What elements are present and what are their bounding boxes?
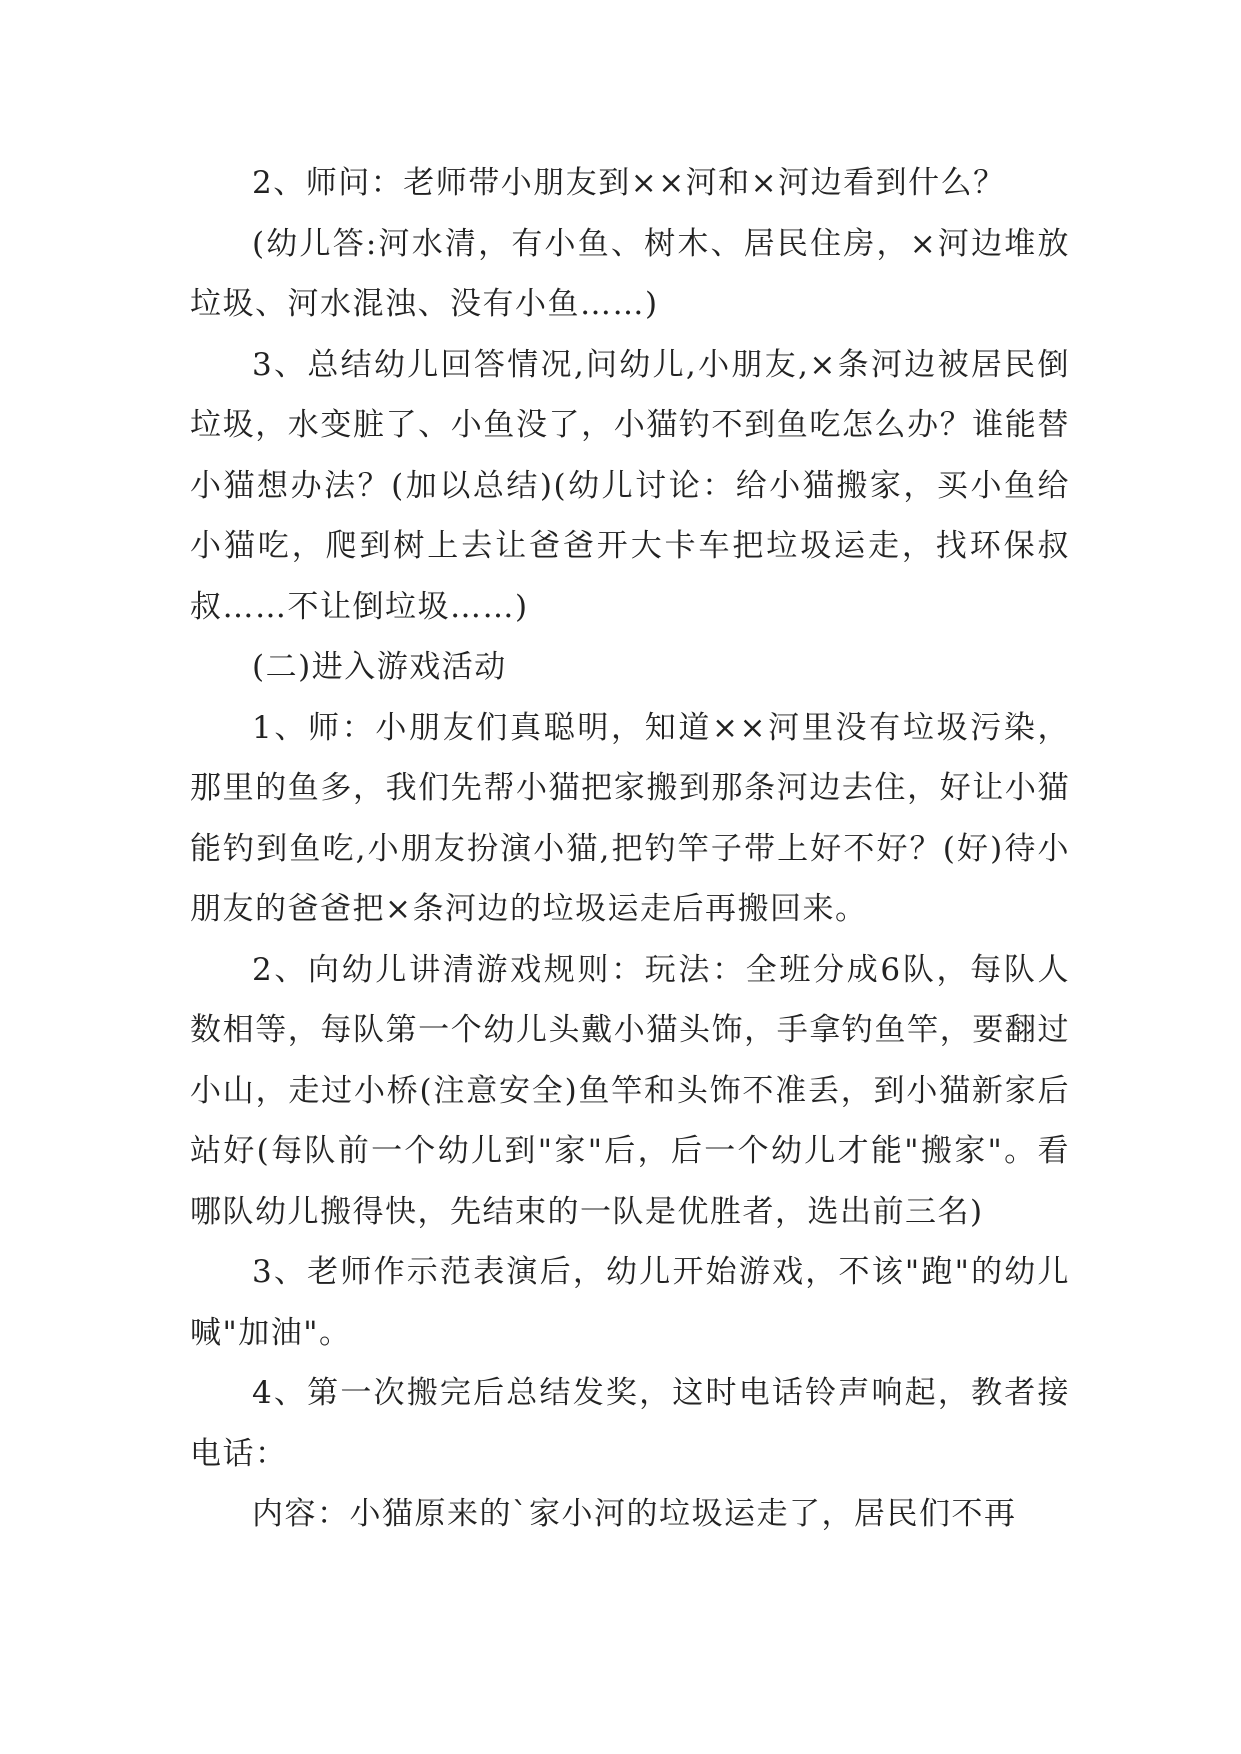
paragraph-phone-content: 内容：小猫原来的`家小河的垃圾运走了，居民们不再 — [252, 1496, 1017, 1532]
paragraph-teacher-praise: 1、师：小朋友们真聪明，知道××河里没有垃圾污染，那里的鱼多，我们先帮小猫把家搬到那条河边去住，好让小猫能钓到鱼吃,小朋友扮演小猫,把钓竿子带上好不好？(好)待小朋友的爸爸把×条河边的垃圾运走后再搬回来。 — [190, 709, 1070, 927]
paragraph-children-answer: (幼儿答:河水清，有小鱼、树木、居民住房，×河边堆放垃圾、河水混浊、没有小鱼……) — [190, 225, 1070, 322]
paragraph-game-rules: 2、向幼儿讲清游戏规则：玩法：全班分成6队，每队人数相等，每队第一个幼儿头戴小猫头饰，手拿钓鱼竿，要翻过小山，走过小桥(注意安全)鱼竿和头饰不准丢，到小猫新家后站好(每队前一个幼儿到"家"后，后一个幼儿才能"搬家"。看哪队幼儿搬得快，先结束的一队是优胜者，选出前三名) — [190, 951, 1070, 1230]
paragraph-question: 2、师问：老师带小朋友到××河和×河边看到什么？ — [252, 165, 1006, 201]
paragraph-award-phone: 4、第一次搬完后总结发奖，这时电话铃声响起，教者接电话： — [190, 1375, 1070, 1472]
paragraph-summary: 3、总结幼儿回答情况,问幼儿,小朋友,×条河边被居民倒垃圾，水变脏了、小鱼没了，小猫钓不到鱼吃怎么办？谁能替小猫想办法？(加以总结)(幼儿讨论：给小猫搬家，买小鱼给小猫吃，爬到树上去让爸爸开大卡车把垃圾运走，找环保叔叔……不让倒垃圾……) — [190, 346, 1070, 625]
paragraph-demonstration: 3、老师作示范表演后，幼儿开始游戏，不该"跑"的幼儿喊"加油"。 — [190, 1254, 1070, 1351]
section-heading-game-activity: (二)进入游戏活动 — [252, 649, 507, 685]
document-body — [190, 153, 1070, 1545]
